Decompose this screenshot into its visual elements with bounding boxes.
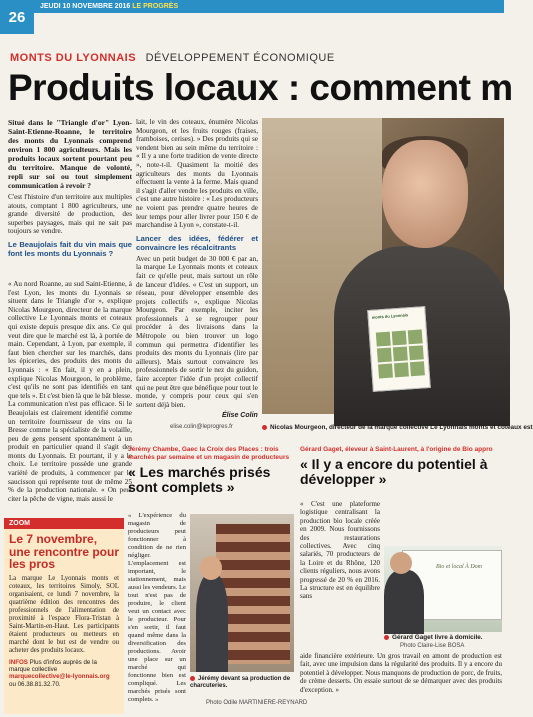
main-photo xyxy=(262,118,504,414)
caption-bullet-icon xyxy=(190,676,195,681)
book-tile xyxy=(393,346,408,361)
zoom-text: La marque Le Lyonnais monts et coteaux, les territoires Simoly, SOL organisaient, ce lundi 7 novembre, la quatrième édition des rencontres des professionnels de l'alimentation de proximité à l'espace Flora-Tristan à Saint-Martin-en-Haut. Les participants étaient producteurs ou metteurs en marché dont le but est de vendre ou acheter des produits locaux. xyxy=(9,574,119,654)
info-label: INFOS xyxy=(9,658,28,666)
main-caption-text: Nicolas Mourgeon, directeur de la marque collective Le Lyonnais monts et coteaux est xyxy=(270,424,533,431)
quote1-title-text: « Les marchés prisés sont complets » xyxy=(128,463,271,495)
quote1-title xyxy=(128,465,296,495)
book-tile xyxy=(378,364,393,379)
page-number: 26 xyxy=(0,0,34,34)
col2-subhead: Lancer des idées, fédérer et convaincre les récalcitrants xyxy=(136,233,258,252)
quote2-title-text: « Il y a encore du potentiel à développer » xyxy=(300,455,488,487)
photo-book xyxy=(367,306,431,392)
quote1-caption-text: Jérémy devant sa production de charcuteries. xyxy=(190,676,291,690)
book-cover-grid xyxy=(376,329,425,378)
main-photo-caption xyxy=(262,424,533,431)
quote1-text: « L'expérience du magasin de producteurs peut fonctionner à condition de ne rien négliger. L'emplacement est important, le stationnement, mais aussi les vendeurs. Le tout n'est pas de produire, le client veut un contact avec le producteur. Pour s'en sortir, il faut quand même dans la diversification des productions. Avoir une place sur un marché qui fonctionne bien est compliqué. Les marchés prisés sont complets. » xyxy=(128,512,186,703)
quote1-kicker: Jérémy Chambe, Gaec la Croix des Places : trois marchés par semaine et un magasin de producteurs xyxy=(128,446,290,461)
quote2-text-top: « C'est une plateforme logistique centralisant la production bio locale créée en 2009. Nous fournissons des restaurations collectives. Avec cinq salariés, 70 producteurs de la Loire et du Rhône, 120 clients réguliers, nous avons progressé de 20 % en 2016. La structure est en équilibre sans xyxy=(300,500,380,601)
info-phone: ou 06.38.81.32.70. xyxy=(9,680,61,688)
photo-person-head xyxy=(390,552,412,574)
quote2-photo-credit: Photo Claire-Lise BOSA xyxy=(400,643,465,649)
section1-title: Le Beaujolais fait du vin mais que font les monts du Lyonnais ? xyxy=(8,239,132,258)
info-text: Plus d'infos auprès de la marque collective xyxy=(9,658,97,673)
kicker-location: MONTS DU LYONNAIS xyxy=(10,52,137,64)
quote2-caption-text: Gérard Gaget livre à domicile. xyxy=(392,634,483,641)
book-tile xyxy=(410,361,425,376)
lead-paragraph: Situé dans le "Triangle d'or" Lyon-Saint-Etienne-Roanne, le territoire des monts du Lyonnais comprend environ 1 800 agriculteurs. Mais les produits locaux sortent pourtant peu du territoire. Manque de volonté, repli sur soi ou tout simplement communication à revoir ? xyxy=(8,118,132,190)
article-column-2 xyxy=(136,118,258,408)
col2-text-top: lait, le vin des coteaux, énumère Nicolas Mourgeon, et les fruits rouges (fraises, framboises, cerises). » Des produits qui se vendent bien au sein même du territoire : « Il y a une forte tradition de vente directe », note-t-il. Quasiment la moitié des agriculteurs des monts du Lyonnais effectuent la vente à la ferme. Mais quand il s'agit d'aller vendre les produits en ville, c'est une autre histoire : « Les producteurs ne voient pas prendre quatre heures de leur temps pour aller livrer pour 150 € de marchandise à Lyon », constate-t-il. xyxy=(136,118,258,230)
issue-date: JEUDI 10 NOVEMBRE 2016 xyxy=(40,3,131,10)
quote1-photo xyxy=(190,514,294,672)
quote1-photo-credit: Photo Odile MARTINIERE-REYNARD xyxy=(206,700,308,706)
caption-bullet-icon xyxy=(262,425,267,430)
photo-person-body xyxy=(384,570,424,634)
zoom-title: Le 7 novembre, une rencontre pour les pros xyxy=(9,532,120,571)
book-tile xyxy=(392,330,407,345)
quote2-kicker: Gérard Gaget, éleveur à Saint-Laurent, à l'origine de Bio appro xyxy=(300,446,493,453)
book-title: monts du Lyonnais xyxy=(371,312,409,320)
book-tile xyxy=(408,329,423,344)
section-kicker xyxy=(10,52,335,64)
photo-person-body xyxy=(196,574,228,672)
quote2-text-bottom: aide financière extérieure. Un gros travail en amont de production est fait, avec une impulsion dans la régularité des produits. Il y a encore du potentiel à développer. Nous manquons de production de porc, de fruits, de crème desserts. On essaie surtout de se démarquer avec des produits d'exception. » xyxy=(300,652,502,694)
quote1-caption xyxy=(190,676,296,690)
caption-bullet-icon xyxy=(384,635,389,640)
book-tile xyxy=(376,332,391,347)
kicker-section: DÉVELOPPEMENT ÉCONOMIQUE xyxy=(145,52,335,64)
date-strip xyxy=(34,0,504,13)
book-tile xyxy=(377,348,392,363)
intro-paragraph: C'est l'histoire d'un territoire aux multiples atouts, comptant 1 800 agriculteurs, une grande diversité de production, des superbes paysages, mais qui ne sait pas toujours se vendre. xyxy=(8,193,132,236)
info-email[interactable]: marquecollective@le-lyonnais.org xyxy=(9,673,110,681)
article-column-1b xyxy=(8,280,132,512)
book-tile xyxy=(409,345,424,360)
zoom-info xyxy=(9,659,119,689)
zoom-tag: ZOOM xyxy=(4,518,124,529)
photo-person-head xyxy=(200,556,222,580)
quote2-title xyxy=(300,457,500,487)
publication-name: LE PROGRÈS xyxy=(132,3,179,10)
page-header xyxy=(0,0,504,34)
section1-text: « Au nord Roanne, au sud Saint-Etienne, à l'est Lyon, les monts du Lyonnais se situent dans le Triangle d'or », explique Nicolas Mourgeon, directeur de la marque collective Le Lyonnais monts et coteaux qui existe depuis presque dix ans. Ce qui veut dire que le marché est là, à portée de main. Cependant, à Lyon, par exemple, il faut bien chercher sur les marchés, dans les épiceries, des produits des monts du Lyonnais : « En fait, il y en a plein, explique Nicolas Mourgeon, le problème, c'est qu'ils ne sont pas identifiés en tant que tels ». Et c'est bien là que le bât blesse. La communication n'est pas efficace. Si le Beaujolais est clairement identifié comme un territoire fournisseur de vins ou la Bresse comme la spécialiste de la volaille, peu de gens pensent spontanément à un produit en particulier quand il s'agit des monts du Lyonnais. Et pourtant, il y a le choix. Le territoire possède une grande variété de produits, à commencer par le saucisson qui représente tout de même 25 % de la production nationale. « On peut citer la pêche de vigne, mais aussi le xyxy=(8,280,132,503)
van-text: Bio et local À Dom xyxy=(436,564,482,570)
book-tile xyxy=(394,362,409,377)
page-title: Produits locaux : comment m xyxy=(8,67,513,108)
col2-text-bottom: Avec un petit budget de 30 000 € par an, la marque Le Lyonnais monts et coteaux fait ce qu'elle peut, mais surtout un rôle de lanceur d'idées. « C'est un support, un réseau, pour développer ensemble des projets collectifs », explique Nicolas Mourgeon. Par exemple, inciter les professionnels à se regrouper pour procéder à des livraisons dans la Métropole ou bien trouver un logo commun qui permettra d'identifier les produits des monts du Lyonnais (lire par ailleurs). Mais surtout convaincre les professionnels de sortir le nez du guidon, faire accepter l'idée d'un projet collectif qui ne peut être que bénéfique pour tout le monde, y compris pour ceux qui s'en sortent déjà bien. xyxy=(136,254,258,409)
photo-credit-email: elise.colin@leprogres.fr xyxy=(170,424,233,430)
article-column-1 xyxy=(8,118,132,258)
author-signature: Élise Colin xyxy=(222,412,258,419)
quote2-photo xyxy=(384,546,502,632)
photo-person-head xyxy=(382,140,468,248)
quote2-header xyxy=(300,446,500,487)
zoom-box xyxy=(4,518,124,714)
quote1-header xyxy=(128,446,296,495)
quote2-caption xyxy=(384,634,502,641)
van-lettering xyxy=(436,564,482,570)
